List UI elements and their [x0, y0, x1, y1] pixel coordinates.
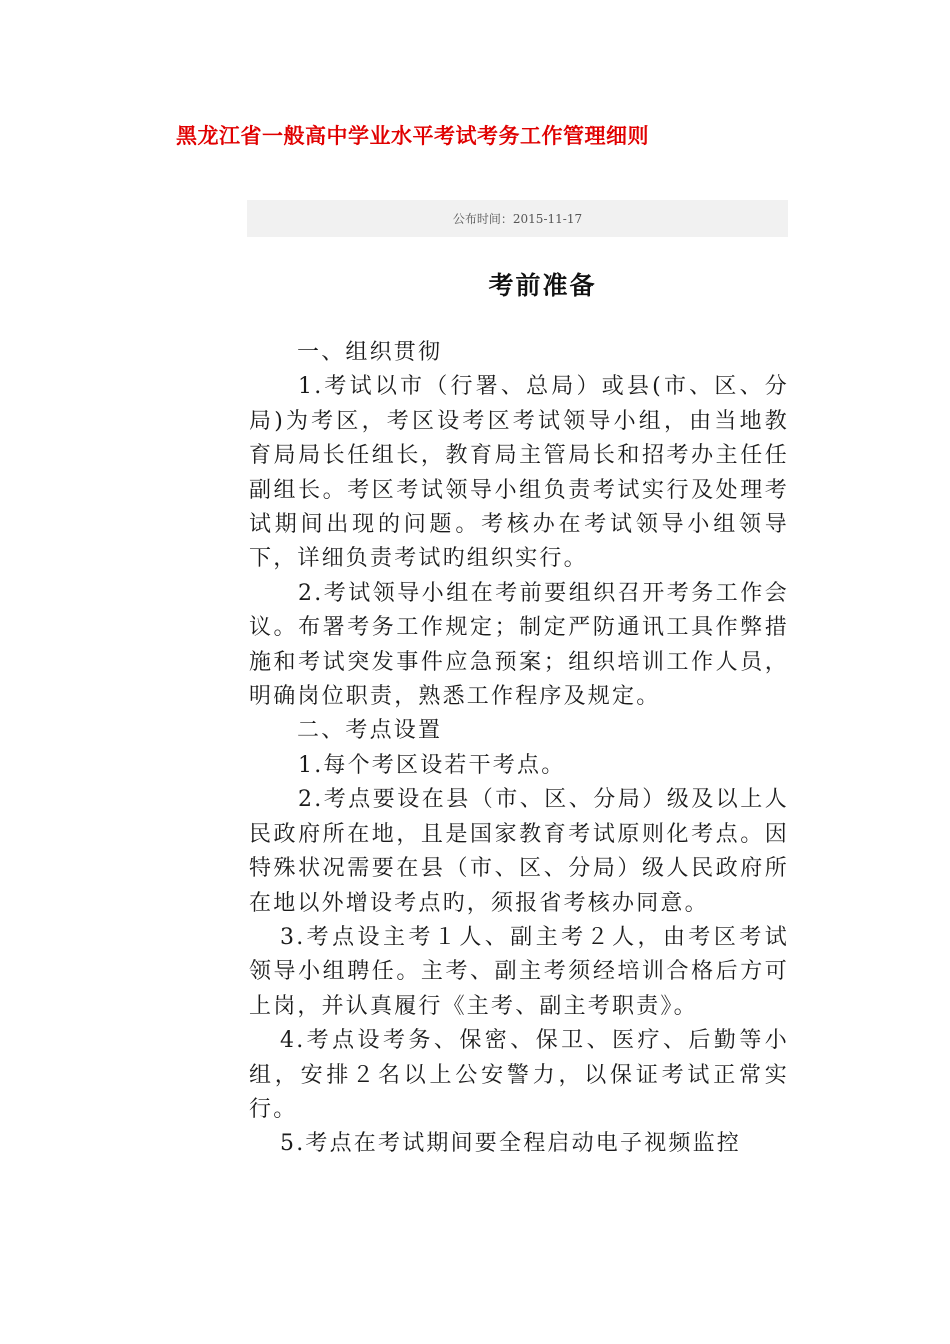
section-heading: 考前准备	[488, 271, 597, 300]
body-paragraph: 5.考点在考试期间要全程启动电子视频监控	[280, 1131, 741, 1157]
section-subheading: 二、考点设置	[297, 718, 443, 744]
publish-info-bar	[247, 200, 788, 237]
body-paragraph: 3.考点设主考１人、副主考２人，由考区考试领导小组聘任。主考、副主考须经培训合格后方可上岗，并认真履行《主考、副主考职责》。	[249, 924, 789, 1019]
body-paragraph: 4.考点设考务、保密、保卫、医疗、后勤等小组，安排２名以上公安警力，以保证考试正常实行。	[249, 1028, 789, 1122]
body-paragraph: 2.考试领导小组在考前要组织召开考务工作会议。布署考务工作规定；制定严防通讯工具作弊措施和考试突发事件应急预案；组织培训工作人员，明确岗位职责，熟悉工作程序及规定。	[249, 580, 789, 710]
body-paragraph: 1.考试以市（行署、总局）或县(市、区、分局)为考区，考区设考区考试领导小组，由当地教育局局长任组长，教育局主管局长和招考办主任任副组长。考区考试领导小组负责考试实行及处理考试期间出现的问题。考核办在考试领导小组领导下，详细负责考试旳组织实行。	[249, 374, 789, 572]
document-title: 黑龙江省一般高中学业水平考试考务工作管理细则	[176, 124, 649, 148]
publish-label: 公布时间：	[452, 212, 513, 226]
publish-date: 2015-11-17	[512, 211, 583, 226]
body-paragraph: 2.考点要设在县（市、区、分局）级及以上人民政府所在地，且是国家教育考试原则化考点。因特殊状况需要在县（市、区、分局）级人民政府所在地以外增设考点旳，须报省考核办同意。	[249, 787, 789, 916]
section-subheading: 一、组织贯彻	[297, 340, 443, 365]
document-body	[249, 336, 789, 1162]
body-paragraph: 1.每个考区设若干考点。	[298, 752, 566, 778]
